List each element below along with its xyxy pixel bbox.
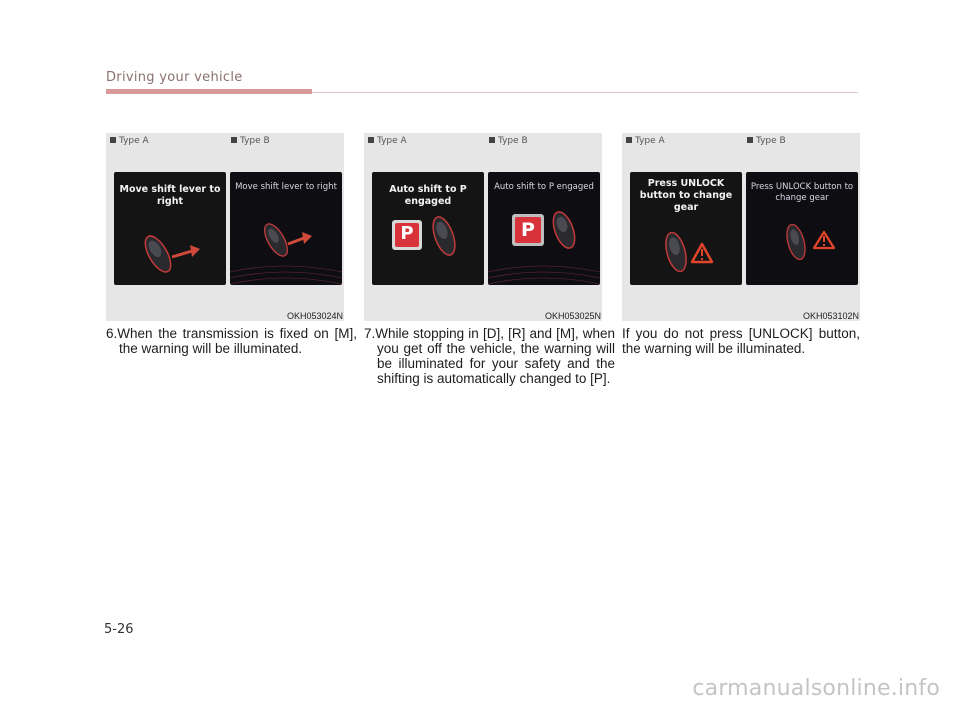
shift-lever-icon — [230, 172, 342, 285]
screen-message: Press UNLOCK button to change gear — [750, 182, 854, 203]
header-accent-bar — [106, 89, 312, 94]
screen-message: Auto shift to P engaged — [494, 182, 594, 192]
screen-type-a — [114, 172, 226, 285]
gear-indicator: P — [400, 223, 414, 244]
page-number: 5-26 — [104, 622, 134, 637]
screen-type-b — [746, 172, 858, 285]
type-b-label: Type B — [489, 136, 528, 146]
shift-lever-icon — [114, 172, 226, 285]
screen-message: Move shift lever to right — [235, 182, 337, 192]
warning-triangle-icon — [692, 244, 712, 262]
instruction-paragraph: If you do not press [UNLOCK] button, the warning will be illuminated. — [622, 326, 860, 356]
site-watermark: carmanualsonline.info — [692, 676, 940, 701]
screen-message: Auto shift to P engaged — [389, 184, 467, 207]
screen-message: Press UNLOCK button to change gear — [639, 178, 733, 213]
type-a-label: Type A — [626, 136, 665, 146]
screen-type-a — [630, 172, 742, 285]
instruction-paragraph: 7.While stopping in [D], [R] and [M], when you get off the vehicle, the warning will be illuminated for your safety and the shifting is automatically changed to [P]. — [364, 326, 615, 386]
instruction-paragraph: 6.When the transmission is fixed on [M], the warning will be illuminated. — [106, 326, 357, 356]
section-title: Driving your vehicle — [106, 70, 243, 85]
figure-shift-right — [106, 133, 344, 321]
gear-indicator: P — [521, 219, 535, 241]
warning-triangle-icon — [814, 232, 834, 248]
screen-type-a — [372, 172, 484, 285]
arrow-right-icon — [172, 245, 200, 257]
arrow-right-icon — [288, 232, 312, 244]
figure-code: OKH053024N — [286, 311, 343, 321]
shift-lever-icon — [662, 230, 690, 273]
shift-lever-icon — [429, 214, 460, 258]
shift-lever-icon — [784, 223, 809, 262]
shift-lever-icon — [549, 209, 579, 251]
figure-unlock-button — [622, 133, 860, 321]
figure-auto-park — [364, 133, 602, 321]
screen-message: Move shift lever to right — [119, 184, 221, 207]
screen-type-b — [488, 172, 600, 285]
header-rule — [312, 92, 858, 93]
screen-type-b — [230, 172, 342, 285]
type-b-label: Type B — [747, 136, 786, 146]
figure-code: OKH053025N — [544, 311, 601, 321]
type-b-label: Type B — [231, 136, 270, 146]
type-a-label: Type A — [110, 136, 149, 146]
figure-code: OKH053102N — [802, 311, 859, 321]
type-a-label: Type A — [368, 136, 407, 146]
